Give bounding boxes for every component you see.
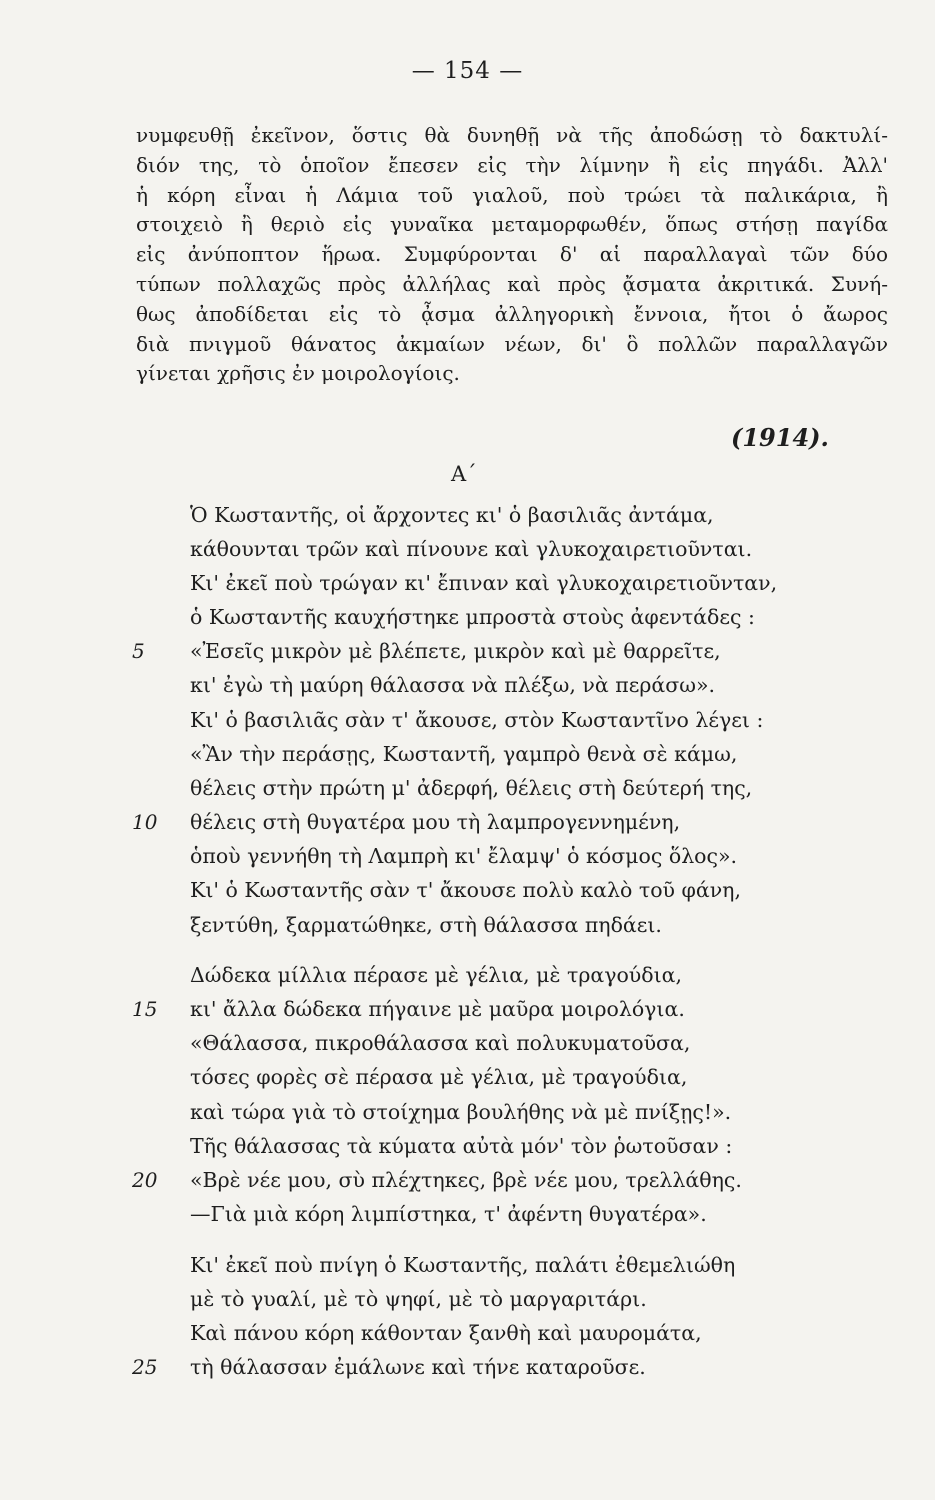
section-marker: Α΄ [451,462,477,486]
prose-line: θως ἀποδίδεται εἰς τὸ ᾆσμα ἀλληγορικὴ ἔννοια, ἤτοι ὁ ἄωρος [136,301,888,326]
verse-text: ὁποὺ γεννήθη τὴ Λαμπρὴ κι' ἔλαμψ' ὁ κόσμος ὅλος». [190,844,738,868]
verse-text: κι' ἄλλα δώδεκα πήγαινε μὲ μαῦρα μοιρολόγια. [190,997,685,1021]
line-number: 15 [132,997,158,1021]
prose-line: νυμφευθῇ ἐκεῖνον, ὅστις θὰ δυνηθῇ νὰ τῆς ἀποδώσῃ τὸ δακτυλί- [136,123,888,147]
line-number: 20 [132,1168,158,1192]
prose-line: εἰς ἀνύποπτον ἥρωα. Συμφύρονται δ' αἱ παραλλαγαὶ τῶν δύο [136,242,888,267]
poem-line [0,958,935,992]
prose-line: γίνεται χρῆσις ἐν μοιρολογίοις. [136,361,460,386]
verse-text: —Γιὰ μιὰ κόρη λιμπίστηκα, τ' ἀφέντη θυγατέρα». [190,1202,707,1226]
prose-line: στοιχειὸ ἢ θεριὸ εἰς γυναῖκα μεταμορφωθέν, ὅπως στήσῃ παγίδα [136,212,888,237]
verse-text: θέλεις στὴν πρώτη μ' ἀδερφή, θέλεις στὴ δεύτερή της, [190,776,753,800]
prose-line: διόν της, τὸ ὁποῖον ἔπεσεν εἰς τὴν λίμνην ἢ εἰς πηγάδι. Ἀλλ' [136,152,888,177]
verse-text: «Ἂν τὴν περάσῃς, Κωσταντῆ, γαμπρὸ θενὰ σὲ κάμω, [190,742,738,766]
line-number: 25 [132,1355,158,1379]
poem-line [0,1350,935,1384]
poem-line [0,1316,935,1350]
verse-text: Κι' ἐκεῖ ποὺ τρώγαν κι' ἔπιναν καὶ γλυκοχαιρετιοῦνταν, [190,571,778,595]
poem-line [0,1129,935,1163]
poem-line [0,566,935,600]
verse-text: Δώδεκα μίλλια πέρασε μὲ γέλια, μὲ τραγούδια, [190,963,683,987]
poem-line [0,737,935,771]
verse-text: «Βρὲ νέε μου, σὺ πλέχτηκες, βρὲ νέε μου, τρελλάθης. [190,1168,742,1192]
verse-text: κάθουνται τρῶν καὶ πίνουνε καὶ γλυκοχαιρετιοῦνται. [190,537,753,561]
prose-line: ἡ κόρη εἶναι ἡ Λάμια τοῦ γιαλοῦ, ποὺ τρώει τὰ παλικάρια, ἢ [136,182,888,207]
poem-line [0,1026,935,1060]
poem-line [0,1060,935,1094]
verse-text: καὶ τώρα γιὰ τὸ στοίχημα βουλήθης νὰ μὲ πνίξῃς!». [190,1100,732,1124]
poem-line [0,1248,935,1282]
poem-line [0,771,935,805]
prose-line: διὰ πνιγμοῦ θάνατος ἀκμαίων νέων, δι' ὃ πολλῶν παραλλαγῶν [136,331,888,356]
poem-line [0,839,935,873]
poem-line [0,805,935,839]
verse-text: ξεντύθη, ξαρματώθηκε, στὴ θάλασσα πηδάει. [190,913,662,937]
poem-line [0,668,935,702]
prose-paragraph [136,121,888,389]
line-number: 10 [132,810,158,834]
verse-text: θέλεις στὴ θυγατέρα μου τὴ λαμπρογεννημένη, [190,810,681,834]
verse-text: Κι' ὁ Κωσταντῆς σὰν τ' ἄκουσε πολὺ καλὸ τοῦ φάνη, [190,878,741,902]
poem-line [0,908,935,942]
verse-text: Κι' ὁ βασιλιᾶς σὰν τ' ἄκουσε, στὸν Κωσταντῖνο λέγει : [190,708,764,732]
prose-line: τύπων πολλαχῶς πρὸς ἀλλήλας καὶ πρὸς ᾄσματα ἀκριτικά. Συνή- [136,271,888,296]
verse-text: ὁ Κωσταντῆς καυχήστηκε μπροστὰ στοὺς ἀφεντάδες : [190,605,755,629]
verse-text: Ὁ Κωσταντῆς, οἱ ἄρχοντες κι' ὁ βασιλιᾶς ἀντάμα, [190,503,714,527]
poem-line [0,634,935,668]
verse-text: «Ἐσεῖς μικρὸν μὲ βλέπετε, μικρὸν καὶ μὲ θαρρεῖτε, [190,639,721,663]
poem-line [0,498,935,532]
verse-text: «Θάλασσα, πικροθάλασσα καὶ πολυκυματοῦσα, [190,1031,691,1055]
poem-line [0,873,935,907]
verse-text: τόσες φορὲς σὲ πέρασα μὲ γέλια, μὲ τραγούδια, [190,1065,688,1089]
line-number: 5 [132,639,145,663]
poem-line [0,1163,935,1197]
poem-line [0,600,935,634]
poem-line [0,1197,935,1231]
verse-text: Κι' ἐκεῖ ποὺ πνίγη ὁ Κωσταντῆς, παλάτι ἐθεμελιώθη [190,1253,736,1277]
poem-line [0,703,935,737]
poem-line [0,992,935,1026]
poem-line [0,532,935,566]
date: (1914). [731,423,829,452]
verse-text: Καὶ πάνου κόρη κάθονταν ξανθὴ καὶ μαυρομάτα, [190,1321,702,1345]
verse-text: τὴ θάλασσαν ἐμάλωνε καὶ τήνε καταροῦσε. [190,1355,646,1379]
verse-text: μὲ τὸ γυαλί, μὲ τὸ ψηφί, μὲ τὸ μαργαριτάρι. [190,1287,647,1311]
page-number: — 154 — [411,58,524,84]
verse-text: Τῆς θάλασσας τὰ κύματα αὐτὰ μόν' τὸν ῥωτοῦσαν : [190,1134,733,1158]
poem-line [0,1095,935,1129]
poem-line [0,1282,935,1316]
verse-text: κι' ἐγὼ τὴ μαύρη θάλασσα νὰ πλέξω, νὰ περάσω». [190,673,716,697]
